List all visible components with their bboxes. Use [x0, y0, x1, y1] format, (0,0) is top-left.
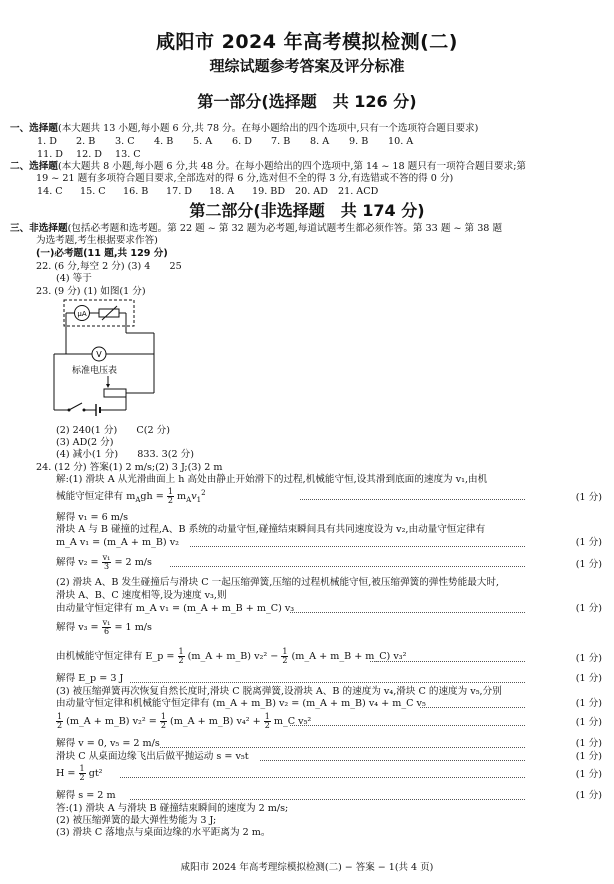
q24-point12: (1 分) [575, 790, 602, 801]
answer-item-6: 20. AD [295, 186, 328, 197]
q24-point6: (1 分) [575, 673, 602, 684]
answer-item-0: 14. C [37, 186, 63, 197]
section3-desc-2: 为选考题,考生根据要求作答) [36, 235, 158, 246]
q24-step12: 滑块 C 从桌面边缘飞出后做平抛运动 s = v₅t [56, 751, 249, 762]
q24-step9b: 由动量守恒定律和机械能守恒定律有 (m_A + m_B) v₂ = (m_A + m_B) v₄ + m_C v₅ [56, 698, 426, 709]
section1-answers-row2 [37, 149, 154, 161]
q24-point10: (1 分) [575, 751, 602, 762]
section2-answers [37, 186, 381, 198]
answer-item-0: 1. D [37, 136, 57, 147]
answer-item-0: 11. D [37, 149, 63, 160]
circuit-diagram [44, 298, 174, 422]
section1-label: 一、选择题 [10, 123, 58, 134]
answer-item-9: 10. A [388, 136, 414, 147]
section2-header [10, 161, 604, 173]
meter-caption: 标准电压表 [72, 366, 118, 376]
q24-answer2: (2) 被压缩弹簧的最大弹性势能为 3 J; [56, 815, 217, 826]
q24-point2: (1 分) [575, 537, 602, 548]
q24-answer3: (3) 滑块 C 落地点与桌面边缘的水平距离为 2 m。 [56, 827, 271, 838]
q23-line3: (3) AD(2 分) [56, 437, 114, 448]
section3-header [10, 223, 604, 235]
answer-item-7: 21. ACD [338, 186, 379, 197]
q24-point3: (1 分) [575, 559, 602, 570]
required-questions: (一)必考题(11 题,共 129 分) [36, 248, 168, 259]
switch-icon [69, 403, 82, 410]
q24-answer1: 答:(1) 滑块 A 与滑块 B 碰撞结束瞬间的速度为 2 m/s; [56, 803, 289, 814]
page-title: 咸阳市 2024 年高考模拟检测(二) [156, 31, 458, 53]
q22-line2: (4) 等于 [56, 273, 92, 284]
answer-item-2: 13. C [115, 149, 141, 160]
q24-step3b: m_A v₁ = (m_A + m_B) v₂ [56, 537, 179, 548]
section2-desc-2: 19 ~ 21 题有多项符合题目要求,全部选对的得 6 分,选对但不全的得 3 分,有选错或不答的得 0 分) [36, 173, 454, 184]
section1-header [10, 123, 604, 135]
answer-item-4: 18. A [209, 186, 235, 197]
q24-step7: 由机械能守恒定律有 E_p = $\frac{1}{2}$ (m_A + m_B) v₂² − $\frac{1}{2}$ (m_A + m_B + m_C) v₃² [56, 647, 407, 665]
q24-step10: $\frac{1}{2}$ (m_A + m_B) v₂² = $\frac{1}{2}$ (m_A + m_B) v₄² + $\frac{1}{2}$ m_C v₅² [57, 712, 312, 730]
page-footer: 咸阳市 2024 年高考理综模拟检测(二) − 答案 − 1(共 4 页) [180, 862, 434, 873]
q24-step6: 解得 v₃ = $\frac{\text{v₁}}{6}$ = 1 m/s [56, 618, 152, 636]
answer-item-5: 6. D [232, 136, 252, 147]
q24-point9: (1 分) [575, 738, 602, 749]
answer-item-5: 19. BD [252, 186, 286, 197]
answer-item-3: 4. B [154, 136, 174, 147]
q24-step1b: 械能守恒定律有 $m_Agh$ = $\frac{1}{2}$ $m_Av_1^2$ [56, 487, 206, 505]
q24-step14: 解得 s = 2 m [56, 790, 116, 801]
q22-line1: 22. (6 分,每空 2 分) (3) 4 25 [36, 261, 182, 272]
answer-item-1: 2. B [76, 136, 96, 147]
part1-title: 第一部分(选择题 共 126 分) [197, 92, 417, 111]
section1-desc: (本大题共 13 小题,每小题 6 分,共 78 分。在每小题给出的四个选项中,只有一个选项符合题目要求) [57, 123, 479, 134]
q24-point4: (1 分) [575, 603, 602, 614]
microammeter-label: μA [77, 310, 87, 318]
answer-item-7: 8. A [310, 136, 330, 147]
answer-item-1: 12. D [76, 149, 102, 160]
potentiometer-icon [104, 389, 126, 397]
part2-title: 第二部分(非选择题 共 174 分) [189, 201, 425, 220]
section2-desc-1: (本大题共 8 小题,每小题 6 分,共 48 分。在每小题给出的四个选项中,第 14 ~ 18 题只有一项符合题目要求;第 [57, 161, 527, 172]
q24-step9a: (3) 被压缩弹簧再次恢复自然长度时,滑块 C 脱离弹簧,设滑块 A、B 的速度为 v₄,滑块 C 的速度为 v₅,分别 [56, 686, 502, 697]
page-subtitle: 理综试题参考答案及评分标准 [209, 57, 405, 75]
section3-label: 三、非选择题 [10, 223, 68, 234]
voltmeter-label: V [96, 350, 102, 359]
q24-step2: 解得 v₁ = 6 m/s [56, 512, 129, 523]
q24-step13: H = $\frac{1}{2}$ gt² [56, 764, 103, 782]
answer-item-2: 3. C [115, 136, 135, 147]
answer-item-2: 16. B [123, 186, 149, 197]
q24-step5a: (2) 滑块 A、B 发生碰撞后与滑块 C 一起压缩弹簧,压缩的过程机械能守恒,被压缩弹簧的弹性势能最大时, [56, 577, 500, 588]
q24-step8: 解得 E_p = 3 J [56, 673, 124, 684]
q23-line4: (4) 减小(1 分) 833. 3(2 分) [56, 449, 194, 460]
section1-answers-row1 [37, 136, 427, 148]
q24-point11: (1 分) [575, 769, 602, 780]
q24-point8: (1 分) [575, 717, 602, 728]
q23-line2: (2) 240(1 分) C(2 分) [56, 425, 170, 436]
answer-item-3: 17. D [166, 186, 192, 197]
answer-item-8: 9. B [349, 136, 369, 147]
section2-label: 二、选择题 [10, 161, 58, 172]
q24-step5c: 由动量守恒定律有 m_A v₁ = (m_A + m_B + m_C) v₃ [56, 603, 295, 614]
q24-step11: 解得 v = 0, v₅ = 2 m/s [56, 738, 160, 749]
q24-step3a: 滑块 A 与 B 碰撞的过程,A、B 系统的动量守恒,碰撞结束瞬间具有共同速度设为 v₂,由动量守恒定律有 [56, 524, 486, 535]
answer-item-6: 7. B [271, 136, 291, 147]
q24-step5b: 滑块 A、B、C 速度相等,设为速度 v₃,则 [56, 590, 227, 601]
q24-title: 24. (12 分) 答案(1) 2 m/s;(2) 3 J;(3) 2 m [36, 462, 223, 473]
answer-item-1: 15. C [80, 186, 106, 197]
q24-point1: (1 分) [575, 492, 602, 503]
answer-item-4: 5. A [193, 136, 213, 147]
q24-point7: (1 分) [575, 698, 602, 709]
q24-point5: (1 分) [575, 653, 602, 664]
q23-line1: 23. (9 分) (1) 如图(1 分) [36, 286, 146, 297]
section3-desc-1: (包括必考题和选考题。第 22 题 ~ 第 32 题为必考题,每道试题考生都必须作答。第 33 题 ~ 第 38 题 [67, 223, 503, 234]
q24-step1a: 解:(1) 滑块 A 从光滑曲面上 h 高处由静止开始滑下的过程,机械能守恒,设其滑到底面的速度为 v₁,由机 [56, 474, 488, 485]
q24-step4: 解得 v₂ = $\frac{\text{v₁}}{3}$ = 2 m/s [56, 553, 152, 571]
